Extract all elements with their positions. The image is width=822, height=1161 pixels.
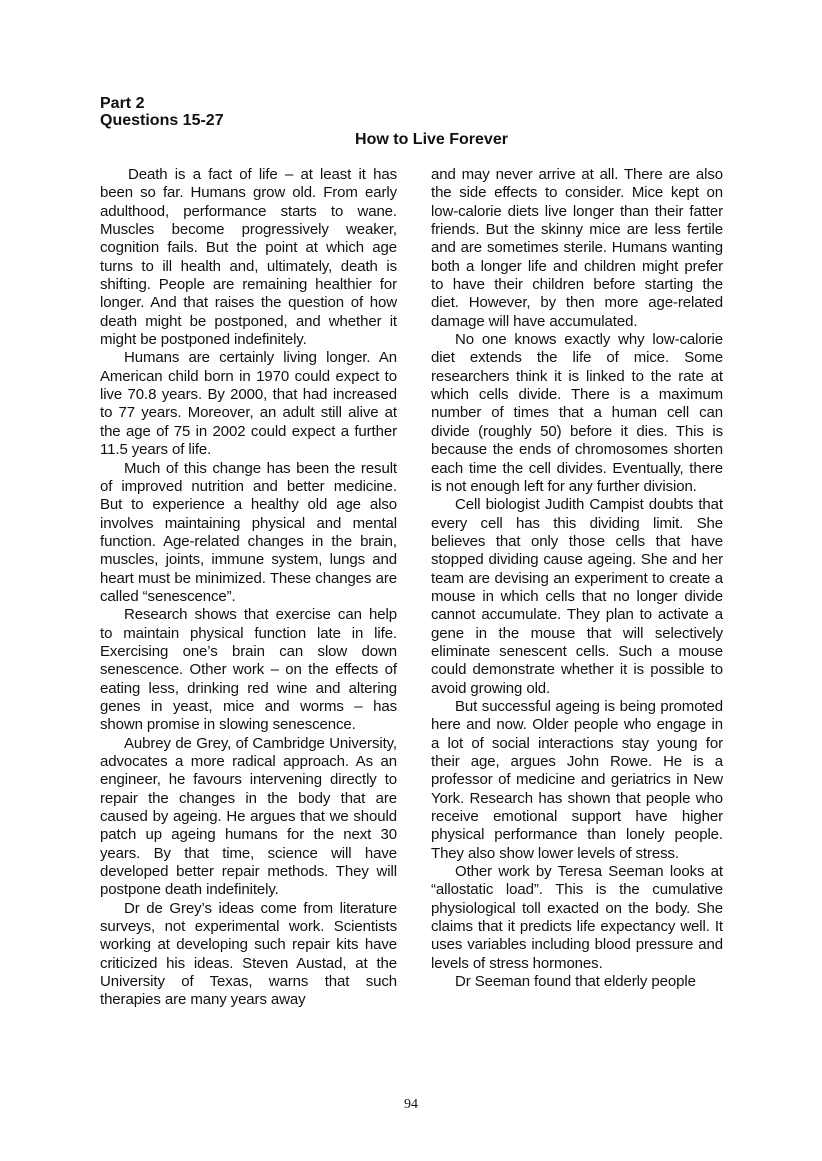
paragraph: No one knows exactly why low-calorie diet extends the life of mice. Some researchers think it is linked to the rate at which cells divide. There is a maximum number of times that a human cell can divide (roughly 50) before it dies. This is because the ends of chromosomes shorten each time the cell divides. Eventually, there is not enough left for any further division. <box>431 331 723 495</box>
paragraph: Other work by Teresa Seeman looks at “allostatic load”. This is the cumulative physiological toll exacted on the body. She claims that it predicts life expectancy well. It uses variables including blood pressure and levels of stress hormones. <box>431 863 723 972</box>
paragraph-continuation: and may never arrive at all. There are also the side effects to consider. Mice kept on low-calorie diets live longer than their fatter friends. But the skinny mice are less fertile and are sometimes sterile. Humans wanting both a longer life and children might prefer to have their children before starting the diet. However, by then more age-related damage will have accumulated. <box>431 166 723 330</box>
paragraph: Death is a fact of life – at least it has been so far. Humans grow old. From early adulthood, performance starts to wane. Muscles become progressively weaker, cognition fails. But the point at which age turns to ill health and, ultimately, death is shifting. People are remaining healthier for longer. And that raises the question of how death might be postponed, and whether it might be postponed indefinitely. <box>100 166 397 349</box>
right-column <box>431 166 723 991</box>
paragraph: Dr Seeman found that elderly people <box>455 973 696 991</box>
paragraph: Dr de Grey’s ideas come from literature surveys, not experimental work. Scientists working at developing such repair kits have criticized his ideas. Steven Austad, at the University of Texas, warns that such therapies are many years away <box>100 899 397 1009</box>
paragraph: Much of this change has been the result of improved nutrition and better medicine. But to experience a healthy old age also involves maintaining physical and mental function. Age-related changes in the brain, muscles, joints, immune system, lungs and heart must be minimized. These changes are called “senescence”. <box>100 459 397 605</box>
questions-range: Questions 15-27 <box>100 112 224 129</box>
page-number: 94 <box>404 1097 418 1112</box>
paragraph: Cell biologist Judith Campist doubts that every cell has this dividing limit. She believes that only those cells that have stopped dividing cause ageing. She and her team are devising an experiment to create a mouse in which cells that no longer divide cannot accumulate. They plan to activate a gene in the mouse that will selectively eliminate senescent cells. Such a mouse could demonstrate whether it is possible to avoid growing old. <box>431 496 723 697</box>
paragraph: Humans are certainly living longer. An American child born in 1970 could expect to live 70.8 years. By 2000, that had increased to 77 years. Moreover, an adult still alive at the age of 75 in 2002 could expect a further 11.5 years of life. <box>100 349 397 459</box>
part-heading <box>100 95 400 129</box>
article-title: How to Live Forever <box>355 131 508 148</box>
part-label: Part 2 <box>100 95 145 112</box>
left-column <box>100 166 397 1010</box>
paragraph: Aubrey de Grey, of Cambridge University, advocates a more radical approach. As an engineer, he favours intervening directly to repair the changes in the body that are caused by ageing. He argues that we should patch up ageing humans for the next 30 years. By that time, science will have developed better repair methods. They will postpone death indefinitely. <box>100 734 397 899</box>
paragraph: But successful ageing is being promoted here and now. Older people who engage in a lot of social interactions stay young for their age, argues John Rowe. He is a professor of medicine and geriatrics in New York. Research has shown that people who receive emotional support have higher physical performance than lonely people. They also show lower levels of stress. <box>431 697 723 862</box>
paragraph: Research shows that exercise can help to maintain physical function late in life. Exercising one’s brain can slow down senescence. Other work – on the effects of eating less, drinking red wine and altering genes in yeast, mice and worms – has shown promise in slowing senescence. <box>100 606 397 734</box>
